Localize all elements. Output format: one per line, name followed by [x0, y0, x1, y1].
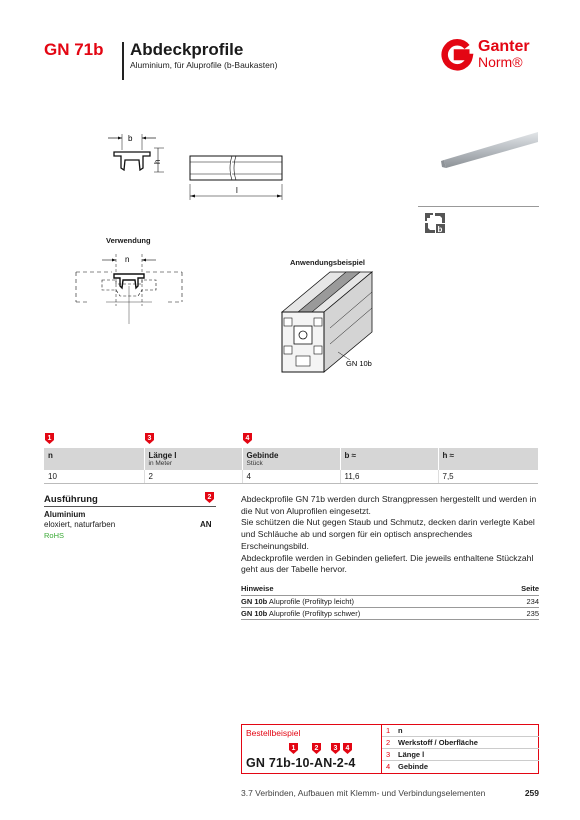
product-photo [440, 128, 540, 174]
product-code: GN 71b [44, 40, 104, 59]
order-item-number: 1 [386, 726, 391, 735]
page-number: 259 [524, 788, 539, 798]
order-item-number: 2 [386, 738, 391, 747]
ganter-norm-logo [440, 38, 540, 78]
col-header-laenge: Länge l in Meter [144, 448, 242, 470]
hint-text: Aluprofile (Profiltyp schwer) [267, 609, 361, 618]
order-marker-1 [289, 743, 298, 754]
table-row [44, 470, 538, 484]
header-divider [122, 42, 124, 80]
order-item-label: n [398, 726, 403, 735]
order-item [382, 737, 539, 749]
description [241, 494, 539, 576]
hint-product-code: GN 10b [241, 597, 268, 606]
rohs-label: RoHS [44, 531, 65, 540]
col-header-b: b ≈ [340, 448, 438, 470]
cell-gebinde: 4 [242, 470, 340, 484]
example-callout-label: GN 10b [346, 359, 372, 368]
col-header-h: h ≈ [438, 448, 538, 470]
footer-section-text: 3.7 Verbinden, Aufbauen mit Klemm- und Verbindungselementen [241, 788, 486, 798]
logo-text-norm: Norm® [478, 54, 523, 70]
order-item-label: Werkstoff / Oberfläche [398, 738, 478, 747]
verwendung-dim-n: n [125, 255, 130, 264]
anwendungsbeispiel-caption: Anwendungsbeispiel [290, 258, 366, 267]
order-item-number: 3 [386, 750, 391, 759]
description-paragraph-3: Abdeckprofile werden in Gebinden geliefert. Die jeweils enthaltene Stückzahl geht aus der Tabelle hervor. [241, 552, 534, 575]
ausfuehrung-divider [44, 506, 216, 507]
hint-row [241, 597, 539, 606]
hints-divider [241, 619, 539, 620]
order-item-label: Länge l [398, 750, 425, 759]
table-marker-4 [243, 433, 252, 444]
ausfuehrung-code: AN [200, 520, 212, 529]
hint-page: 235 [526, 609, 539, 618]
hint-product-code: GN 10b [241, 609, 268, 618]
cell-n: 10 [44, 470, 144, 484]
photo-divider [418, 206, 539, 207]
order-marker-4 [343, 743, 352, 754]
order-example-code: GN 71b-10-AN-2-4 [246, 756, 356, 770]
order-marker-3 [331, 743, 340, 754]
order-example-left [242, 725, 382, 773]
b-system-icon [424, 212, 446, 234]
dim-b-label: b [128, 134, 133, 143]
order-item-number: 4 [386, 762, 391, 771]
cell-h: 7,5 [438, 470, 538, 484]
svg-text:4: 4 [245, 435, 250, 442]
page-title: Abdeckprofile [130, 40, 244, 59]
description-paragraph-2: Sie schützen die Nut gegen Staub und Schmutz, decken darin verlegte Kabel und Schläuche ab und sorgen für ein optisch ansprechendes Erscheinungsbild. [241, 517, 535, 551]
order-marker-2 [312, 743, 321, 754]
footer [241, 788, 539, 798]
ausfuehrung-finish: eloxiert, naturfarben [44, 520, 116, 529]
table-marker-1 [45, 433, 54, 444]
svg-text:1: 1 [47, 435, 52, 442]
ausfuehrung-material: Aluminium [44, 510, 86, 519]
svg-text:3: 3 [147, 435, 152, 442]
col-header-gebinde: Gebinde Stück [242, 448, 340, 470]
side-view-drawing [188, 148, 288, 206]
description-paragraph-1: Abdeckprofile GN 71b werden durch Strangpressen hergestellt und werden in die Nut von Aluprofilen eingesetzt. [241, 494, 537, 516]
spec-table [44, 448, 538, 484]
hint-page: 234 [526, 597, 539, 606]
hints-divider [241, 595, 539, 596]
order-example-box [241, 724, 539, 774]
order-item [382, 761, 539, 773]
svg-text:2: 2 [207, 494, 212, 501]
svg-text:2: 2 [314, 745, 319, 752]
logo-text-ganter: Ganter [478, 38, 530, 55]
order-item-label: Gebinde [398, 762, 429, 771]
page-subtitle: Aluminium, für Aluprofile (b-Baukasten) [130, 60, 278, 70]
order-item [382, 725, 539, 737]
verwendung-caption: Verwendung [106, 236, 151, 245]
ausfuehrung-marker-2 [205, 492, 214, 503]
hint-text: Aluprofile (Profiltyp leicht) [267, 597, 354, 606]
cell-laenge: 2 [144, 470, 242, 484]
hints-divider [241, 607, 539, 608]
ganter-g-icon [440, 38, 474, 72]
table-marker-3 [145, 433, 154, 444]
svg-text:4: 4 [345, 745, 350, 752]
hints-header [241, 584, 539, 593]
hints-title: Hinweise [241, 584, 274, 593]
dim-h-label: h [153, 159, 162, 164]
ausfuehrung-title: Ausführung [44, 494, 98, 505]
order-example-title: Bestellbeispiel [246, 728, 301, 738]
table-header-row [44, 448, 538, 470]
col-header-n: n [44, 448, 144, 470]
verwendung-drawing [56, 246, 196, 326]
dim-l-label: l [236, 186, 238, 195]
hint-row [241, 609, 539, 618]
svg-text:3: 3 [333, 745, 338, 752]
cell-b: 11,6 [340, 470, 438, 484]
hints-page-header: Seite [521, 584, 539, 593]
cross-section-drawing [92, 128, 172, 188]
order-item [382, 749, 539, 761]
svg-text:1: 1 [291, 745, 296, 752]
anwendungsbeispiel-drawing [268, 268, 388, 380]
b-badge-letter: b [437, 225, 443, 234]
